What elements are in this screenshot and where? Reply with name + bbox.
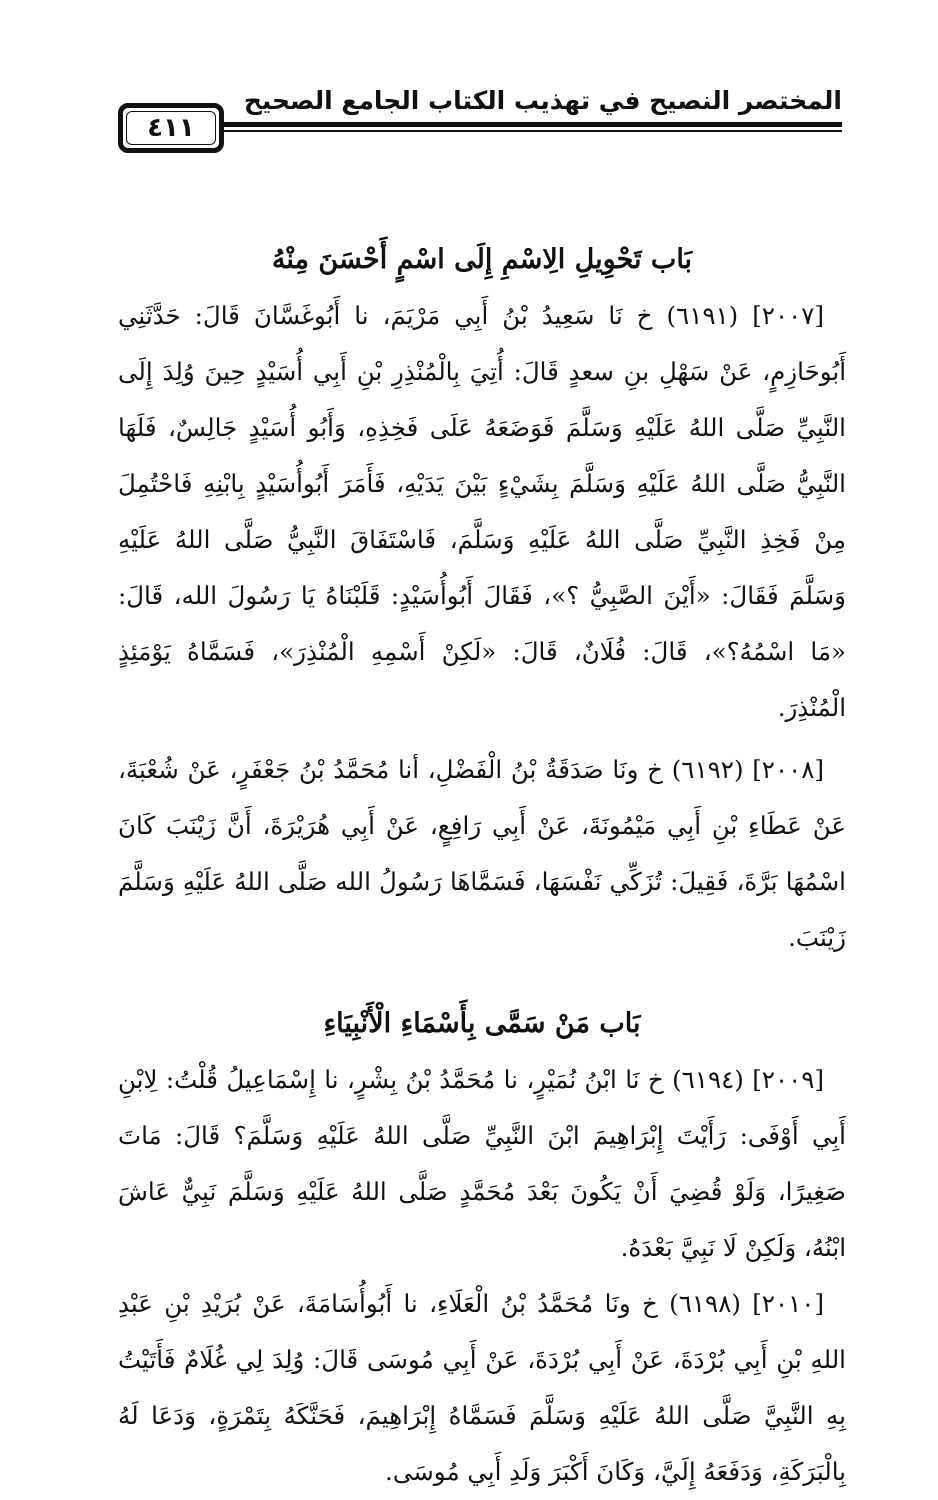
page-number: ٤١١: [147, 113, 195, 143]
hadith-paragraph: [٢٠١٠] (٦١٩٨) خ ونَا مُحَمَّدُ بْنُ الْعَلَاءِ، نا أَبُوأُسَامَةَ، عَنْ بُرَيْدِ بْنِ عَبْدِ اللهِ بْنِ أَبِي بُرْدَةَ، عَنْ أَبِي بُرْدَةَ، عَنْ أَبِي مُوسَى قَالَ: وُلِدَ لِي غُلَامٌ فَأَتَيْتُ بِهِ النَّبِيَّ صَلَّى اللهُ عَلَيْهِ وَسَلَّمَ فَسَمَّاهُ إِبْرَاهِيمَ، فَحَنَّكَهُ بِتَمْرَةٍ، وَدَعَا لَهُ بِالْبَرَكَةِ، وَدَفَعَهُ إِلَيَّ، وَكَانَ أَكْبَرَ وَلَدِ أَبِي مُوسَى.: [118, 1289, 846, 1486]
chapter-title: بَاب مَنْ سَمَّى بِأَسْمَاءِ الْأَنْبِيَاءِ: [323, 1008, 641, 1039]
page-number-frame: [118, 103, 224, 153]
hadith-paragraph: [٢٠٠٩] (٦١٩٤) خ نَا ابْنُ نُمَيْرٍ، نا مُحَمَّدُ بْنُ بِشْرٍ، نا إِسْمَاعِيلُ قُلْتُ: لِابْنِ أَبِي أَوْفَى: رَأَيْتَ إِبْرَاهِيمَ ابْنَ النَّبِيِّ صَلَّى اللهُ عَلَيْهِ وَسَلَّمَ؟ قَالَ: مَاتَ صَغِيرًا، وَلَوْ قُضِيَ أَنْ يَكُونَ بَعْدَ مُحَمَّدٍ صَلَّى اللهُ عَلَيْهِ وَسَلَّمَ نَبِيٌّ عَاشَ ابْنُهُ، وَلَكِنْ لَا نَبِيَّ بَعْدَهُ.: [118, 1065, 846, 1262]
hadith-paragraph: [٢٠٠٨] (٦١٩٢) خ ونَا صَدَقَةُ بْنُ الْفَضْلِ، أنا مُحَمَّدُ بْنُ جَعْفَرٍ، عَنْ شُعْبَةَ، عَنْ عَطَاءِ بْنِ أَبِي مَيْمُونَةَ، عَنْ أَبِي رَافِعٍ، عَنْ أَبِي هُرَيْرَةَ، أَنَّ زَيْنَبَ كَانَ اسْمُهَا بَرَّةَ، فَقِيلَ: تُزَكِّي نَفْسَهَا، فَسَمَّاهَا رَسُولُ الله صَلَّى اللهُ عَلَيْهِ وَسَلَّمَ زَيْنَبَ.: [118, 755, 846, 952]
chapter-title: بَاب تَحْوِيلِ الِاسْمِ إِلَى اسْمٍ أَحْسَنَ مِنْهُ: [271, 244, 693, 275]
header-rule-thin: [220, 130, 842, 132]
header-rule-thick: [220, 122, 842, 127]
page-body: [118, 232, 846, 1500]
hadith-paragraph: [٢٠٠٧] (٦١٩١) خ نَا سَعِيدُ بْنُ أَبِي مَرْيَمَ، نا أَبُوغَسَّانَ قَالَ: حَدَّثَنِي أَبُوحَازِمٍ، عَنْ سَهْلِ بنِ سعدٍ قَالَ: أُتِيَ بِالْمُنْذِرِ بْنِ أَبِي أُسَيْدٍ حِينَ وُلِدَ إِلَى النَّبِيِّ صَلَّى اللهُ عَلَيْهِ وَسَلَّمَ فَوَضَعَهُ عَلَى فَخِذِهِ، وَأَبُو أُسَيْدٍ جَالِسٌ، فَلَهَا النَّبِيُّ صَلَّى اللهُ عَلَيْهِ وَسَلَّمَ بِشَيْءٍ بَيْنَ يَدَيْهِ، فَأَمَرَ أَبُوأُسَيْدٍ بِابْنِهِ فَاحْتُمِلَ مِنْ فَخِذِ النَّبِيِّ صَلَّى اللهُ عَلَيْهِ وَسَلَّمَ، فَاسْتَفَاقَ النَّبِيُّ صَلَّى اللهُ عَلَيْهِ وَسَلَّمَ فَقَالَ: «أَيْنَ الصَّبِيُّ ؟»، فَقَالَ أَبُوأُسَيْدٍ: قَلَبْنَاهُ يَا رَسُولَ الله، قَالَ: «مَا اسْمُهُ؟»، قَالَ: فُلَانٌ، قَالَ: «لَكِنْ أَسْمِهِ الْمُنْذِرَ»، فَسَمَّاهُ يَوْمَئِذٍ الْمُنْذِرَ.: [118, 301, 846, 722]
book-title: المختصر النصيح في تهذيب الكتاب الجامع الصحيح: [243, 86, 842, 115]
